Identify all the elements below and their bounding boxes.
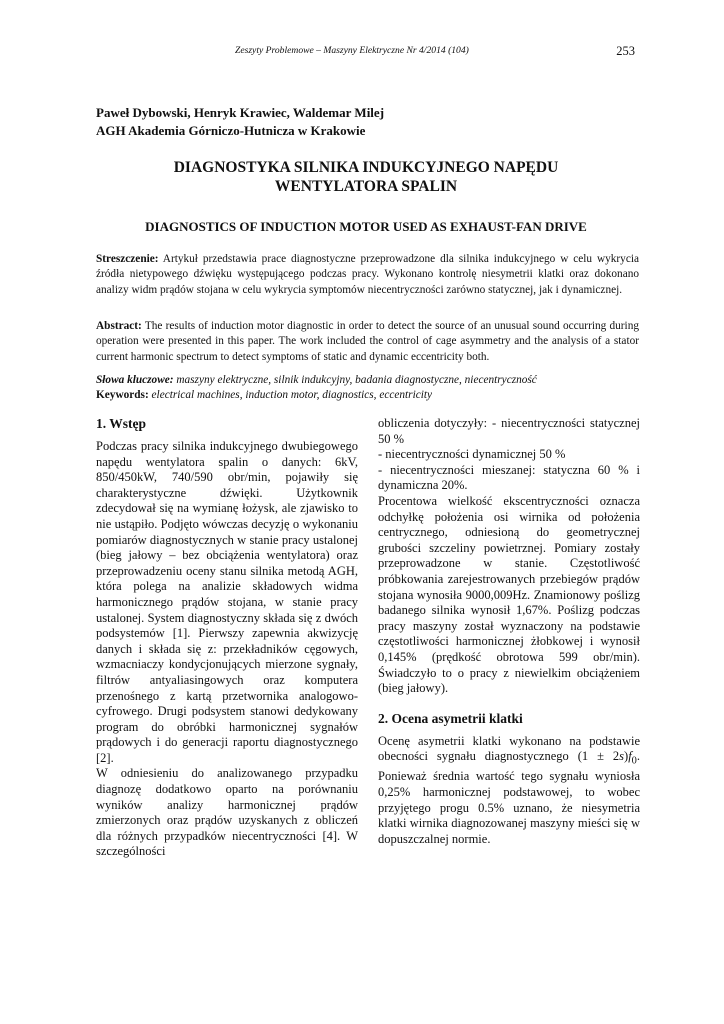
left-column xyxy=(96,416,358,860)
eccentricity-list-item-2: - niecentryczności mieszanej: statyczna 60 % i dynamiczna 20%. xyxy=(378,462,640,493)
title-polish-line-1: DIAGNOSTYKA SILNIKA INDUKCYJNEGO NAPĘDU xyxy=(173,159,559,176)
keywords-polish-label: Słowa kluczowe: xyxy=(96,374,174,386)
author-names: Paweł Dybowski, Henryk Krawiec, Waldemar Milej xyxy=(96,105,385,120)
keywords-english-label: Keywords: xyxy=(96,388,149,401)
author-affiliation: AGH Akademia Górniczo-Hutnicza w Krakowie xyxy=(96,123,366,138)
section-1-paragraph-3: Procentowa wielkość ekscentryczności oznacza odchyłkę położenia osi wirnika od położenia centrycznego, odniesioną do geometrycznej grubości szczeliny powietrznej. Pomiary zostały przeprowadzone w stanie. Częstotliwość próbkowania zarejestrowanych przebiegów prądów stojana wynosiła 9000,009Hz. Znamionowy poślizg badanego silnika wynosił 1,67%. Poślizg podczas pracy maszyny został wyznaczony na podstawie częstotliwości harmonicznej żłobkowej i wynosił 0,145% (prędkość obrotowa 599 obr/min). Świadczyło to o pracy z niewielkim obciążeniem (bieg jałowy). xyxy=(378,493,640,696)
keywords-english xyxy=(96,388,639,403)
section-1-continuation: obliczenia dotyczyły: - niecentryczności statycznej 50 % xyxy=(378,416,640,446)
page-number: 253 xyxy=(616,44,635,58)
keywords-english-text: electrical machines, induction motor, diagnostics, eccentricity xyxy=(148,388,433,401)
section-2-text-mid: ) xyxy=(624,749,629,764)
section-2-paragraph xyxy=(378,734,640,848)
section-2-heading: 2. Ocena asymetrii klatki xyxy=(378,710,523,726)
keywords-polish-text: maszyny elektryczne, silnik indukcyjny, badania diagnostyczne, niecentryczność xyxy=(173,374,537,386)
eccentricity-list-item-1: - niecentryczności dynamicznej 50 % xyxy=(378,447,566,462)
paper-title-polish xyxy=(96,158,636,196)
section-2-text-end: . Ponieważ średnia wartość tego sygnału wyniosła 0,25% harmonicznej podstawowej, to wobec przyjętego progu 0.5% uznano, że niesymetria klatki wirnika diagnozowanej maszyny mieści się w dopuszczalnej normie. xyxy=(378,749,640,846)
paper-title-english: DIAGNOSTICS OF INDUCTION MOTOR USED AS EXHAUST-FAN DRIVE xyxy=(145,219,587,234)
abstract-english xyxy=(96,319,639,365)
abstract-polish-text: Artykuł przedstawia prace diagnostyczne przeprowadzone dla silnika indukcyjnego w celu wykrycia źródła nietypowego dźwięku występującego podczas pracy. Wykonano kontrolę niesymetrii klatki oraz dokonano analizy widm prądów stojana w celu wykrycia symptomów niecentryczności zarówno statycznej, jak i dynamicznej. xyxy=(96,253,639,296)
running-header xyxy=(95,45,635,61)
keywords-polish xyxy=(96,373,639,388)
keywords-block xyxy=(96,373,639,402)
abstract-polish-label: Streszczenie: xyxy=(96,253,159,265)
section-2-text-start: Ocenę asymetrii klatki wykonano na podstawie obecności sygnału diagnostycznego (1 ± 2 xyxy=(378,733,640,764)
section-1-paragraph-2: W odniesieniu do analizowanego przypadku diagnozę dodatkowo oparto na porównaniu wyników analizy harmonicznej prądów zmierzonych oraz prądów uzyskanych z obliczeń dla różnych przypadków niecentryczności [4]. W szczególności xyxy=(96,766,358,859)
right-column xyxy=(378,416,640,847)
frequency-variable: f xyxy=(628,749,632,764)
section-1-paragraph-1: Podczas pracy silnika indukcyjnego dwubiegowego napędu wentylatora spalin o danych: 6kV, 850/450kW, 740/590 obr/min, pojawiły się charakterystyczne dźwięki. Użytkownik zdecydował się na wymianę łożysk, ale zjawisko to nie ustąpiło. Podjęto wówczas decyzję o wykonaniu pomiarów diagnostycznych w stanie pracy ustalonej (bieg jałowy – bez obciążenia wentylatora) oraz przeprowadzeniu oceny stanu silnika metodą AGH, która polega na analizie składowych widma harmonicznego prądów stojana, w stanie pracy ustalonej. System diagnostyczny składa się z dwóch podsystemów [1]. Pierwszy zapewnia akwizycję danych i składa się z: przekładników cęgowych, wzmacniaczy kondycjonujących mierzone sygnały, filtrów antyaliasingowych oraz komputera przenośnego z kartą przetwornika analogowo-cyfrowego. Drugi podsystem stanowi dedykowany program do obróbki harmonicznej sygnałów prądowych i do generacji raportu diagnostycznego [2]. xyxy=(96,439,358,765)
frequency-subscript: 0 xyxy=(631,755,637,767)
section-spacer xyxy=(378,697,640,711)
abstract-english-text: The results of induction motor diagnostic in order to detect the source of an unusual sound occurring during operation were presented in this paper. The work included the control of cage asymmetry and the analysis of a stator current harmonic spectrum to detect symptoms of static and dynamic eccentricity both. xyxy=(96,320,639,363)
title-polish-line-2: WENTYLATORA SPALIN xyxy=(274,178,458,195)
author-block xyxy=(96,104,636,140)
abstract-english-label: Abstract: xyxy=(96,320,142,332)
slip-variable: s xyxy=(619,749,625,764)
section-1-heading: 1. Wstęp xyxy=(96,416,147,431)
journal-name: Zeszyty Problemowe – Maszyny Elektryczne Nr 4/2014 (104) xyxy=(235,45,469,56)
abstract-polish xyxy=(96,252,639,298)
